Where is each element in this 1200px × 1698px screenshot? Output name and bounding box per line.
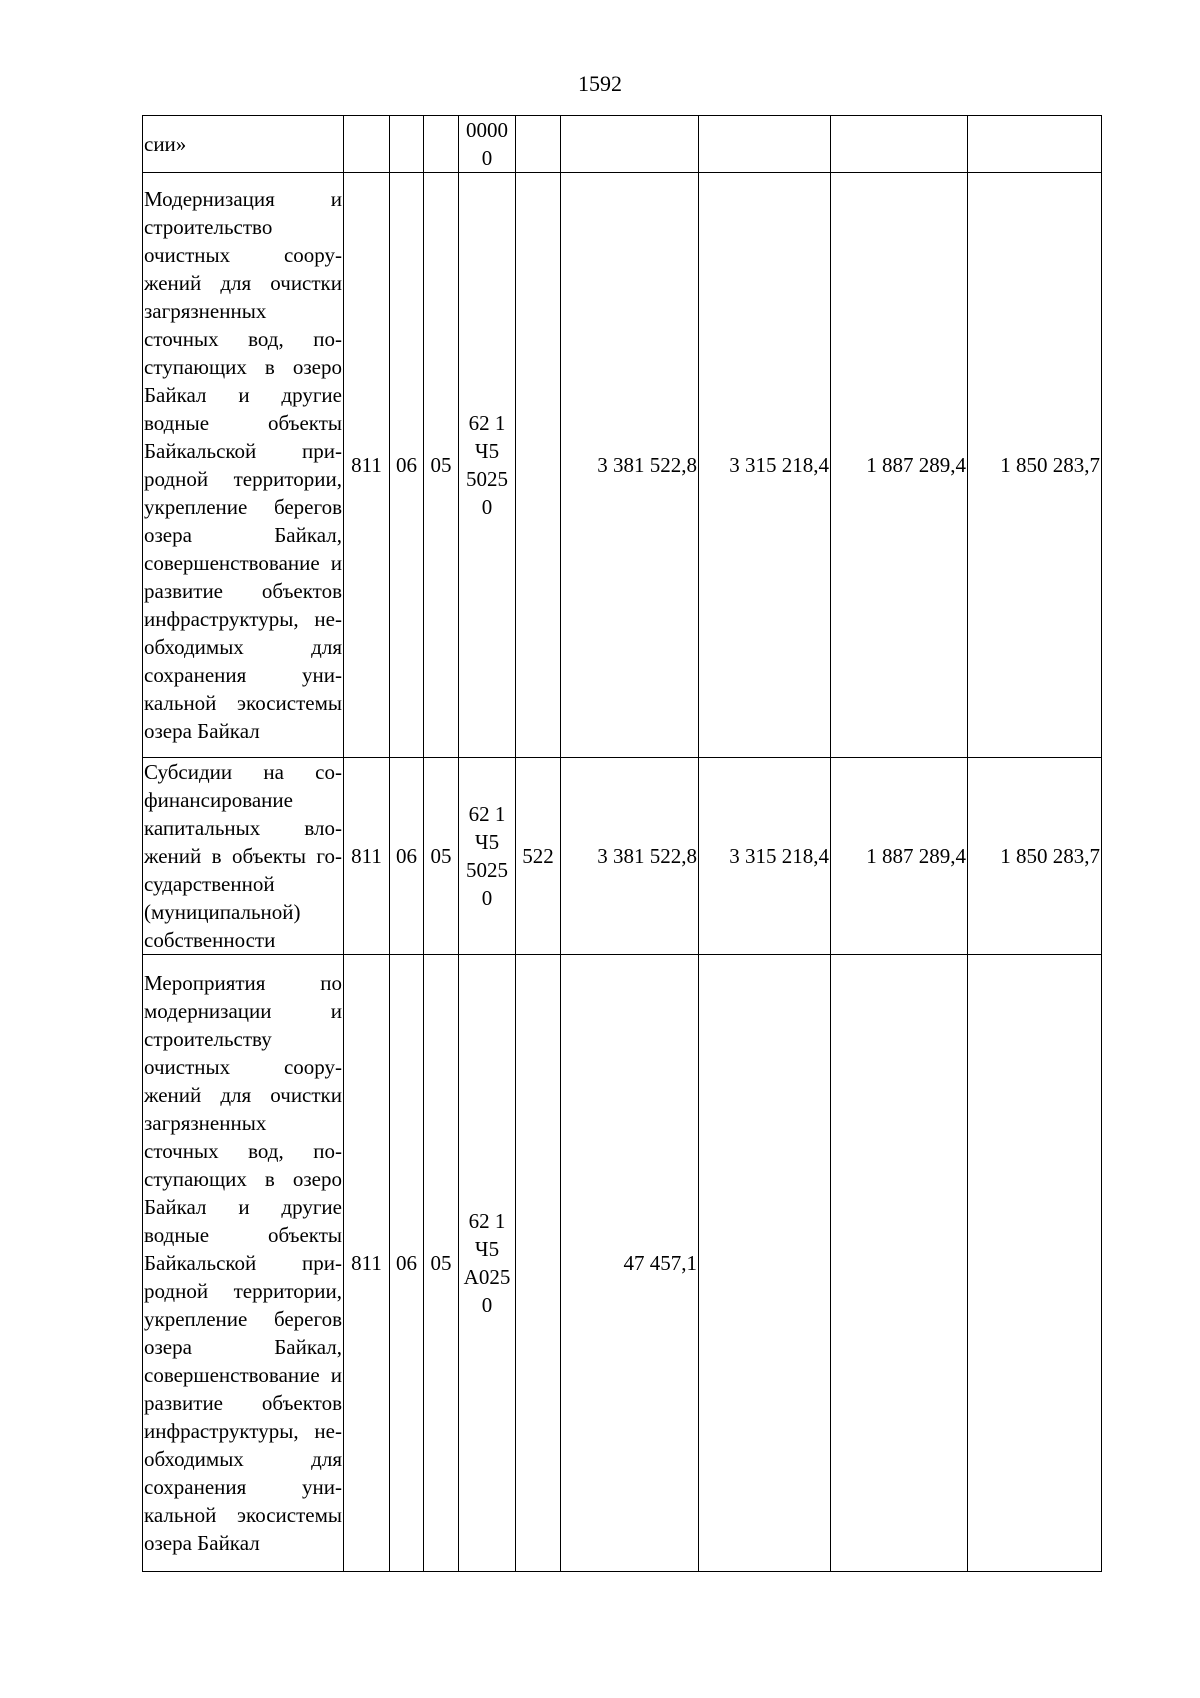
value-cell-2: 3 315 218,4: [699, 173, 831, 758]
value-cell-2: 3 315 218,4: [699, 758, 831, 955]
value-cell-3: 1 887 289,4: [831, 173, 968, 758]
value-cell-3: [831, 116, 968, 173]
csr-cell: 62 1 Ч5 5025 0: [459, 173, 516, 758]
table-row: [143, 173, 1102, 758]
rz-cell: 06: [390, 758, 424, 955]
value-cell-4: 1 850 283,7: [968, 173, 1102, 758]
value-cell-1: 47 457,1: [561, 955, 699, 1572]
vr-cell: 522: [516, 758, 561, 955]
value-cell-4: [968, 116, 1102, 173]
row-name-cell: Модернизация и строительство очистных сооружений для очистки загрязненных сточных вод, поступающих в озеро Байкал и другие водные объекты Байкальской природной территории, укрепление берегов озера Байкал, совершенствование и развитие объектов инфраструктуры, необходимых для сохранения уникальной экосистемы озера Байкал: [143, 173, 344, 758]
value-cell-3: 1 887 289,4: [831, 758, 968, 955]
value-cell-1: 3 381 522,8: [561, 758, 699, 955]
ved-cell: 811: [344, 955, 390, 1572]
vr-cell: [516, 955, 561, 1572]
csr-cell: 62 1 Ч5 А025 0: [459, 955, 516, 1572]
value-cell-3: [831, 955, 968, 1572]
pr-cell: 05: [424, 173, 459, 758]
row-name-cell: Субсидии на софинансирование капитальных вложений в объекты го-сударственной (муниципальной) собственности: [143, 758, 344, 955]
vr-cell: [516, 173, 561, 758]
csr-cell: 62 1 Ч5 5025 0: [459, 758, 516, 955]
ved-cell: 811: [344, 758, 390, 955]
ved-cell: [344, 116, 390, 173]
value-cell-4: [968, 955, 1102, 1572]
pr-cell: 05: [424, 758, 459, 955]
rz-cell: [390, 116, 424, 173]
value-cell-1: 3 381 522,8: [561, 173, 699, 758]
value-cell-1: [561, 116, 699, 173]
row-name-cell: сии»: [143, 116, 344, 173]
table-row: [143, 955, 1102, 1572]
ved-cell: 811: [344, 173, 390, 758]
value-cell-4: 1 850 283,7: [968, 758, 1102, 955]
table-row: [143, 116, 1102, 173]
row-name-cell: Мероприятия по модернизации и строительству очистных сооружений для очистки загрязненных сточных вод, поступающих в озеро Байкал и другие водные объекты Байкальской природной территории, укрепление берегов озера Байкал, совершенствование и развитие объектов инфраструктуры, необходимых для сохранения уникальной экосистемы озера Байкал: [143, 955, 344, 1572]
budget-table: [142, 115, 1102, 1572]
vr-cell: [516, 116, 561, 173]
value-cell-2: [699, 955, 831, 1572]
table-row: [143, 758, 1102, 955]
pr-cell: 05: [424, 955, 459, 1572]
rz-cell: 06: [390, 173, 424, 758]
value-cell-2: [699, 116, 831, 173]
csr-cell: 0000 0: [459, 116, 516, 173]
rz-cell: 06: [390, 955, 424, 1572]
page-number: 1592: [578, 71, 622, 96]
pr-cell: [424, 116, 459, 173]
